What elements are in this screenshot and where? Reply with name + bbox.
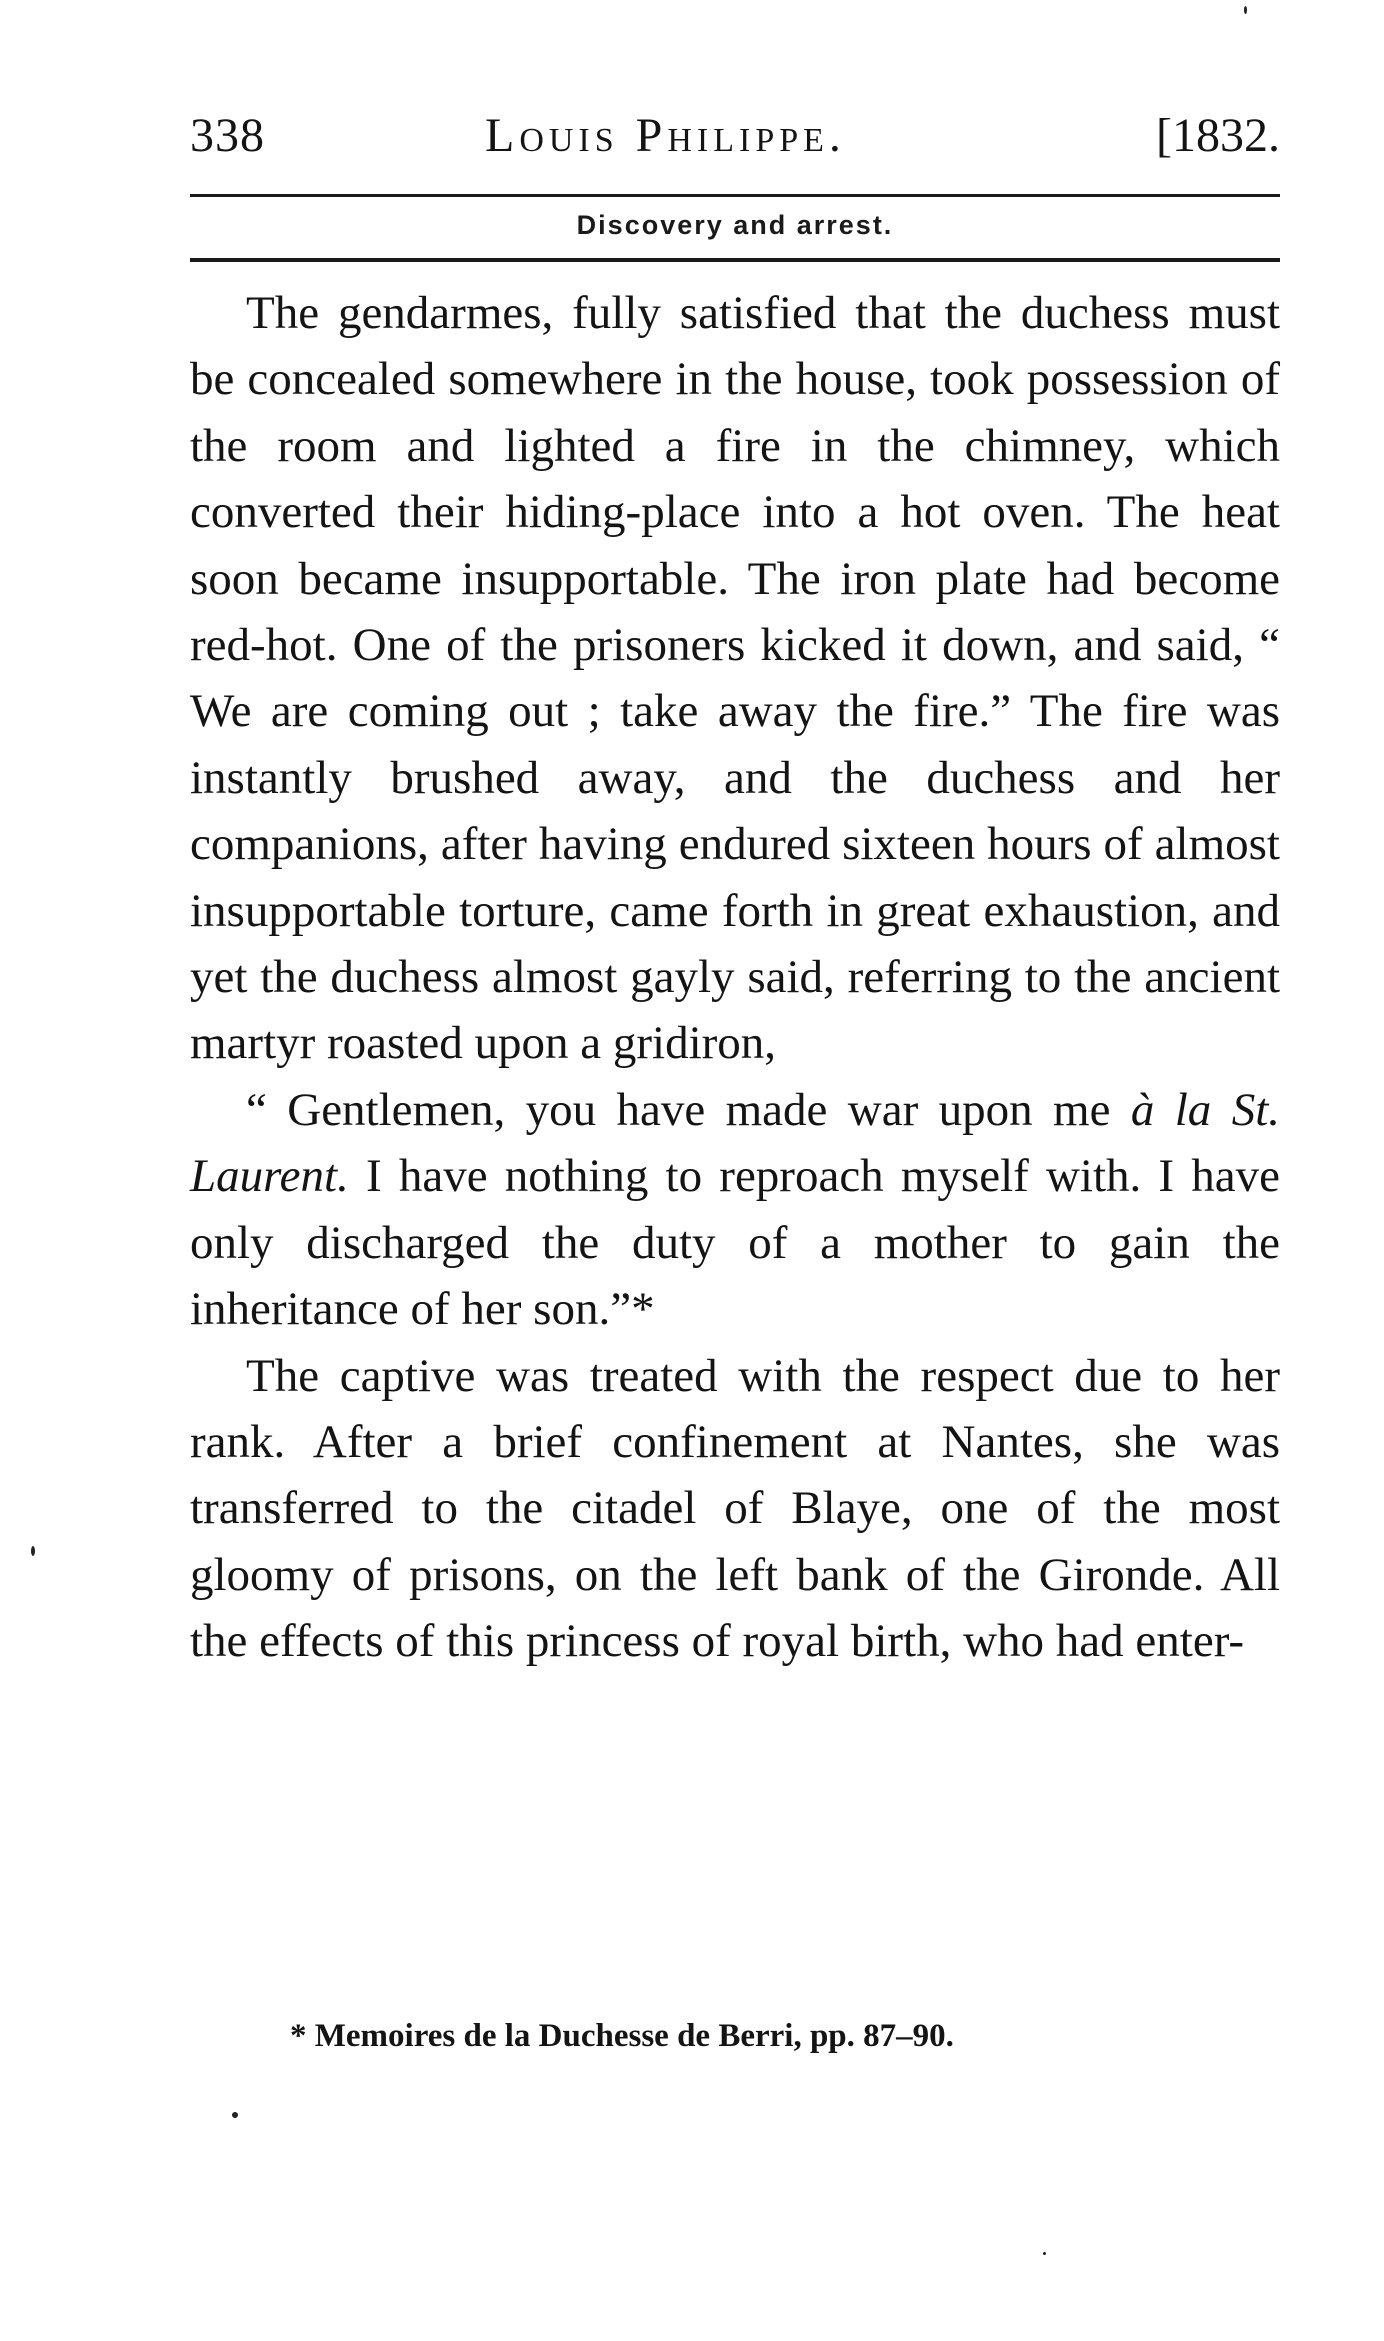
scan-speck — [1043, 2252, 1046, 2255]
paragraph-discovery: The gendarmes, fully satisfied that the duchess must be concealed somewhere in the house, took possession of the room and lighted a fire in the chimney, which converted their hiding-place into a hot oven. The heat soon became insupportable. The iron plate had become red-hot. One of the prisoners kicked it down, and said, “ We are coming out ; take away the fire.” The fire was instantly brushed away, and the duchess and her companions, after having endured sixteen hours of almost insupportable torture, came forth in great exhaustion, and yet the duchess almost gayly said, referring to the ancient martyr roasted upon a gridiron, — [190, 287, 1280, 1070]
header-year: [1832. — [1156, 109, 1280, 162]
page-number: 338 — [190, 109, 265, 162]
scan-speck — [1244, 6, 1247, 14]
header-rule-bottom — [190, 258, 1280, 262]
running-title: Louis Philippe. — [485, 109, 846, 162]
footnote: * Memoires de la Duchesse de Berri, pp. 87–90. — [290, 2018, 954, 2054]
section-subheading: Discovery and arrest. — [576, 210, 894, 240]
scan-speck — [31, 1546, 35, 1556]
quote-rest: I have nothing to reproach myself with. I have only discharged the duty of a mother to gain the inheritance of her son.”* — [190, 1150, 1280, 1336]
body-text — [190, 280, 1280, 1675]
quote-opening: “ Gentlemen, you have made war upon me — [246, 1083, 1131, 1136]
quote-italic-phrase: à la St. Laurent. — [190, 1083, 1280, 1203]
paragraph-captivity: The captive was treated with the respect due to her rank. After a brief confinement at Nantes, she was transferred to the citadel of Blaye, one of the most gloomy of prisons, on the left bank of the Gironde. All the effects of this princess of royal birth, who had enter- — [190, 1349, 1280, 1668]
page-header — [190, 108, 1280, 178]
header-rule-top — [190, 194, 1280, 197]
scan-speck — [232, 2112, 238, 2118]
paragraph-quote — [190, 1077, 1280, 1343]
